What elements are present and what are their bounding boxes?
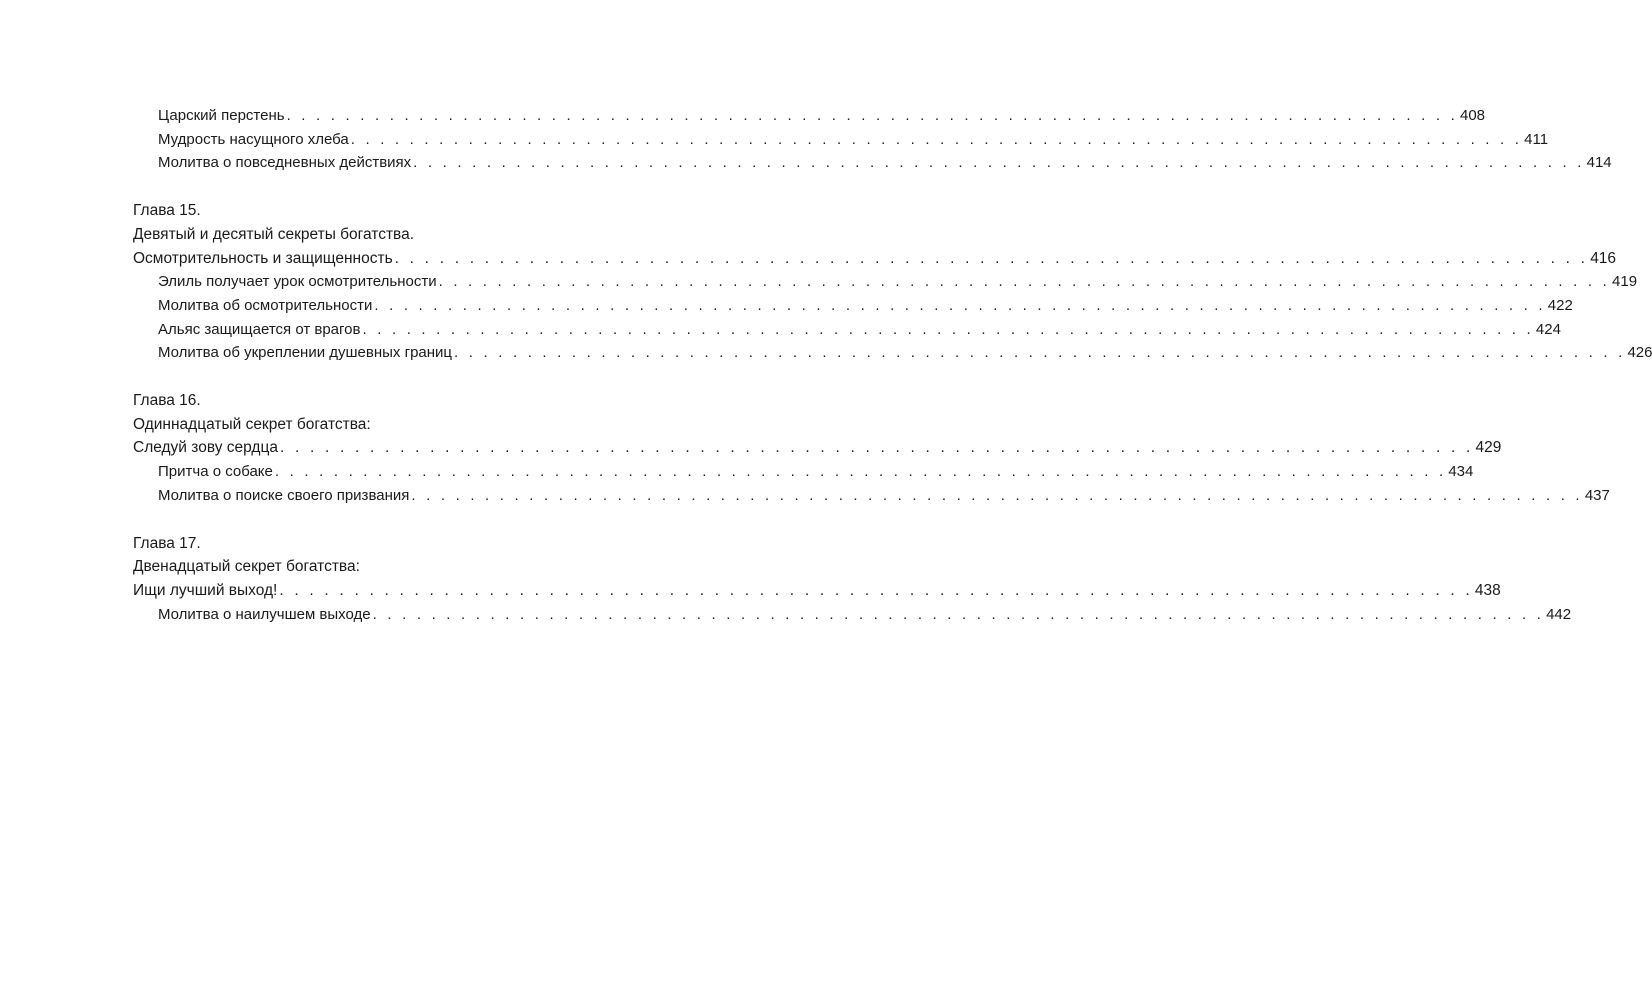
toc-entry bbox=[158, 128, 1549, 152]
page-number: 429 bbox=[1475, 439, 1502, 457]
dot-leader: . . . . . . . . . . . . . . . . . . . . . . . . . . . . . . . . . . . . . . . . . . . . . . . . . . . . . . . . . . . . . . . . . . . . . . . . . . . . . . . . bbox=[279, 581, 1473, 599]
chapter-entry bbox=[133, 579, 1501, 603]
chapter-label: Глава 17. bbox=[133, 534, 201, 552]
page-number: 408 bbox=[1460, 107, 1486, 124]
page-number: 426 bbox=[1627, 344, 1652, 362]
entry-title: Ищи лучший выход! bbox=[133, 581, 278, 599]
entry-title: Следуй зову сердца bbox=[133, 439, 278, 457]
dot-leader: . . . . . . . . . . . . . . . . . . . . . . . . . . . . . . . . . . . . . . . . . . . . . . . . . . . . . . . . . . . . . . . . . . . . . . . . . . . . . . . . bbox=[362, 320, 1534, 338]
entry-title: Осмотрительность и защищенность bbox=[133, 249, 393, 267]
page-number: 414 bbox=[1586, 154, 1612, 172]
page-number: 438 bbox=[1474, 581, 1501, 599]
entry-title: Мудрость насущного хлеба bbox=[158, 130, 349, 148]
page-number: 422 bbox=[1547, 296, 1573, 314]
toc-entry bbox=[158, 318, 1561, 342]
dot-leader: . . . . . . . . . . . . . . . . . . . . . . . . . . . . . . . . . . . . . . . . . . . . . . . . . . . . . . . . . . . . . . . . . . . . . . . . . . . . . . . . bbox=[438, 273, 1611, 291]
chapter-entry bbox=[133, 247, 1617, 271]
entry-title: Молитва об осмотрительности bbox=[158, 296, 373, 314]
toc-entry bbox=[158, 341, 1652, 365]
dot-leader: . . . . . . . . . . . . . . . . . . . . . . . . . . . . . . . . . . . . . . . . . . . . . . . . . . . . . . . . . . . . . . . . . . . . . . . . . . . . . . . . bbox=[279, 439, 1474, 457]
entry-title: Притча о собаке bbox=[158, 463, 273, 481]
entry-title: Молитва о повседневных действиях bbox=[158, 154, 412, 172]
toc-entry bbox=[158, 270, 1638, 294]
chapter-heading: Двенадцатый секрет богатства: bbox=[133, 558, 360, 576]
page-number: 424 bbox=[1535, 320, 1561, 338]
toc-entry bbox=[158, 151, 1612, 175]
page-number: 437 bbox=[1584, 486, 1610, 504]
page-number: 411 bbox=[1524, 130, 1549, 148]
entry-title: Элиль получает урок осмотрительности bbox=[158, 273, 437, 291]
chapter-heading: Одиннадцатый секрет богатства: bbox=[133, 415, 371, 433]
dot-leader: . . . . . . . . . . . . . . . . . . . . . . . . . . . . . . . . . . . . . . . . . . . . . . . . . . . . . . . . . . . . . . . . . . . . . . . . . . . . . . . . bbox=[394, 249, 1589, 267]
dot-leader: . . . . . . . . . . . . . . . . . . . . . . . . . . . . . . . . . . . . . . . . . . . . . . . . . . . . . . . . . . . . . . . . . . . . . . . . . . . . . . . . bbox=[413, 154, 1585, 172]
chapter-label: Глава 16. bbox=[133, 392, 201, 409]
dot-leader: . . . . . . . . . . . . . . . . . . . . . . . . . . . . . . . . . . . . . . . . . . . . . . . . . . . . . . . . . . . . . . . . . . . . . . . . . . . . . . . . bbox=[274, 463, 1447, 481]
dot-leader: . . . . . . . . . . . . . . . . . . . . . . . . . . . . . . . . . . . . . . . . . . . . . . . . . . . . . . . . . . . . . . . . . . . . . . . . . . . . . . . . bbox=[411, 486, 1583, 504]
dot-leader: . . . . . . . . . . . . . . . . . . . . . . . . . . . . . . . . . . . . . . . . . . . . . . . . . . . . . . . . . . . . . . . . . . . . . . . . . . . . . . . . bbox=[454, 344, 1626, 362]
toc-entry bbox=[158, 104, 1486, 128]
entry-title: Молитва о поиске своего призвания bbox=[158, 486, 410, 504]
chapter-label: Глава 15. bbox=[133, 202, 201, 220]
toc-entry bbox=[158, 603, 1572, 627]
dot-leader: . . . . . . . . . . . . . . . . . . . . . . . . . . . . . . . . . . . . . . . . . . . . . . . . . . . . . . . . . . . . . . . . . . . . . . . . . . . . . . . . bbox=[374, 296, 1546, 314]
page-number: 416 bbox=[1590, 249, 1617, 267]
entry-title: Молитва о наилучшем выходе bbox=[158, 605, 371, 623]
dot-leader: . . . . . . . . . . . . . . . . . . . . . . . . . . . . . . . . . . . . . . . . . . . . . . . . . . . . . . . . . . . . . . . . . . . . . . . . . . . . . . . . bbox=[350, 130, 1523, 148]
page-number: 434 bbox=[1448, 463, 1474, 481]
dot-leader: . . . . . . . . . . . . . . . . . . . . . . . . . . . . . . . . . . . . . . . . . . . . . . . . . . . . . . . . . . . . . . . . . . . . . . . . . . . . . . . . bbox=[372, 605, 1545, 623]
entry-title: Альяс защищается от врагов bbox=[158, 320, 361, 338]
page-number: 442 bbox=[1546, 605, 1572, 623]
page-number: 419 bbox=[1612, 273, 1638, 291]
entry-title: Царский перстень bbox=[158, 107, 285, 124]
toc-entry bbox=[158, 460, 1474, 484]
toc-entry bbox=[158, 484, 1610, 508]
chapter-heading: Девятый и десятый секреты богатства. bbox=[133, 225, 415, 243]
chapter-entry bbox=[133, 436, 1502, 460]
dot-leader: . . . . . . . . . . . . . . . . . . . . . . . . . . . . . . . . . . . . . . . . . . . . . . . . . . . . . . . . . . . . . . . . . . . . . . . . . . . . . . . . bbox=[286, 107, 1458, 124]
entry-title: Молитва об укреплении душевных границ bbox=[158, 344, 453, 362]
toc-entry bbox=[158, 294, 1573, 318]
